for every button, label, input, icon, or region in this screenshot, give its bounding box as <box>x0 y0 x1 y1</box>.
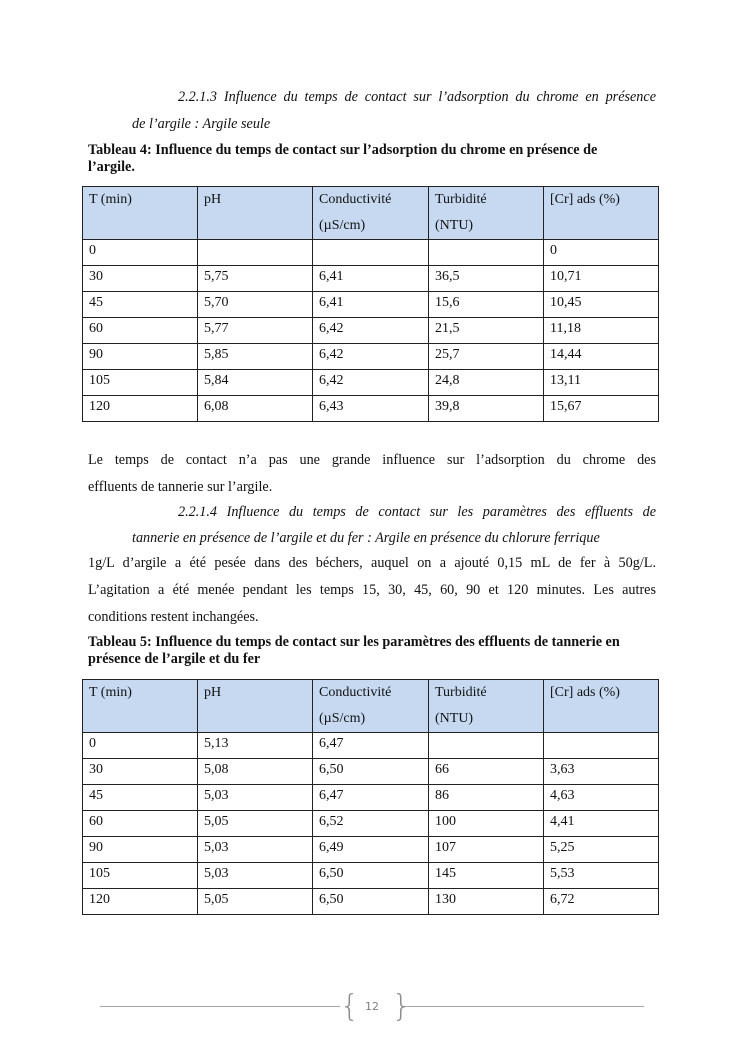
table-row <box>83 266 659 292</box>
table5-caption <box>88 634 656 668</box>
table5-header-conductivity-label: Conductivité <box>319 685 392 700</box>
table-cell: 0 <box>544 240 659 266</box>
table-cell: 6,47 <box>313 733 429 759</box>
table-row <box>83 785 659 811</box>
table4-header-turbidity <box>429 187 544 240</box>
table-cell: 5,03 <box>198 837 313 863</box>
table-cell: 4,41 <box>544 811 659 837</box>
table4 <box>82 186 659 422</box>
table5-header-row <box>83 680 659 733</box>
table-cell: 6,50 <box>313 759 429 785</box>
paragraph-line: 1g/L d’argile a été pesée dans des béchers, auquel on a ajouté 0,15 mL de fer à 50g/L. <box>88 555 656 571</box>
table-cell: 120 <box>83 396 198 422</box>
section-heading-2-2-1-4-line1: 2.2.1.4 Influence du temps de contact sur les paramètres des effluents de <box>178 504 656 520</box>
table5-header-ph: pH <box>198 680 313 733</box>
table4-header-time: T (min) <box>83 187 198 240</box>
table-cell: 6,50 <box>313 863 429 889</box>
table-cell: 13,11 <box>544 370 659 396</box>
table-cell: 21,5 <box>429 318 544 344</box>
table-cell: 15,67 <box>544 396 659 422</box>
section-heading-2-2-1-4-line2: tannerie en présence de l’argile et du fer : Argile en présence du chlorure ferrique <box>132 530 600 546</box>
table-cell: 107 <box>429 837 544 863</box>
table-row <box>83 240 659 266</box>
table-cell: 5,53 <box>544 863 659 889</box>
page-number: 12 <box>365 1000 379 1013</box>
table5-header-conductivity <box>313 680 429 733</box>
footer-rule-left <box>100 1006 340 1007</box>
table-row <box>83 837 659 863</box>
table-cell: 130 <box>429 889 544 915</box>
table-cell: 5,03 <box>198 785 313 811</box>
table-cell: 5,75 <box>198 266 313 292</box>
footer-rule-right <box>402 1006 644 1007</box>
table-cell: 86 <box>429 785 544 811</box>
table-cell: 66 <box>429 759 544 785</box>
paragraph-contact-time <box>88 447 656 501</box>
table-cell: 0 <box>83 733 198 759</box>
table4-header-conductivity-unit: (µS/cm) <box>319 218 366 233</box>
table-cell: 6,47 <box>313 785 429 811</box>
table-cell: 30 <box>83 266 198 292</box>
table-cell: 6,08 <box>198 396 313 422</box>
table4-header-ph: pH <box>198 187 313 240</box>
table-cell <box>544 733 659 759</box>
table-row <box>83 370 659 396</box>
table-cell: 100 <box>429 811 544 837</box>
table-cell <box>198 240 313 266</box>
table-cell: 0 <box>83 240 198 266</box>
table-cell: 105 <box>83 370 198 396</box>
table4-caption-line2: l’argile. <box>88 159 135 175</box>
table-cell <box>429 733 544 759</box>
table4-caption <box>88 142 656 176</box>
paragraph-line: effluents de tannerie sur l’argile. <box>88 479 273 495</box>
table-cell: 3,63 <box>544 759 659 785</box>
table-cell <box>429 240 544 266</box>
table-cell <box>313 240 429 266</box>
paragraph-method <box>88 550 656 631</box>
table-cell: 25,7 <box>429 344 544 370</box>
section-heading-2-2-1-3-line2: de l’argile : Argile seule <box>132 116 271 132</box>
table-cell: 6,72 <box>544 889 659 915</box>
table-cell: 39,8 <box>429 396 544 422</box>
table-cell: 6,41 <box>313 292 429 318</box>
table-cell: 6,42 <box>313 344 429 370</box>
table-cell: 24,8 <box>429 370 544 396</box>
paragraph-line: conditions restent inchangées. <box>88 609 259 625</box>
table4-header-turbidity-unit: (NTU) <box>435 218 474 233</box>
table4-header-row <box>83 187 659 240</box>
table5-header-turbidity-unit: (NTU) <box>435 711 474 726</box>
table-cell: 5,05 <box>198 889 313 915</box>
table4-header-conductivity-label: Conductivité <box>319 192 392 207</box>
table-row <box>83 733 659 759</box>
table-cell: 5,77 <box>198 318 313 344</box>
table-row <box>83 292 659 318</box>
table-cell: 45 <box>83 785 198 811</box>
section-heading-2-2-1-3-line1: 2.2.1.3 Influence du temps de contact sur l’adsorption du chrome en présence <box>178 89 656 105</box>
table5 <box>82 679 659 915</box>
table-cell: 5,84 <box>198 370 313 396</box>
table-cell: 105 <box>83 863 198 889</box>
table5-header-conductivity-unit: (µS/cm) <box>319 711 366 726</box>
paragraph-line: L’agitation a été menée pendant les temps 15, 30, 45, 60, 90 et 120 minutes. Les autres <box>88 582 656 598</box>
table-cell: 90 <box>83 344 198 370</box>
table-cell: 5,13 <box>198 733 313 759</box>
table-row <box>83 318 659 344</box>
table-cell: 60 <box>83 811 198 837</box>
table-cell: 145 <box>429 863 544 889</box>
table-cell: 5,08 <box>198 759 313 785</box>
table-cell: 60 <box>83 318 198 344</box>
table5-header-cr-ads: [Cr] ads (%) <box>544 680 659 733</box>
table-row <box>83 759 659 785</box>
table-cell: 10,71 <box>544 266 659 292</box>
footer-brace-right: } <box>392 989 412 1024</box>
table-cell: 6,52 <box>313 811 429 837</box>
table-cell: 5,85 <box>198 344 313 370</box>
table4-header-cr-ads: [Cr] ads (%) <box>544 187 659 240</box>
table5-caption-line2: présence de l’argile et du fer <box>88 651 261 667</box>
table-row <box>83 344 659 370</box>
table-cell: 36,5 <box>429 266 544 292</box>
table-cell: 6,43 <box>313 396 429 422</box>
footer-brace-left: { <box>340 989 360 1024</box>
table-cell: 45 <box>83 292 198 318</box>
paragraph-line: Le temps de contact n’a pas une grande influence sur l’adsorption du chrome des <box>88 452 656 468</box>
table-row <box>83 396 659 422</box>
table-cell: 5,03 <box>198 863 313 889</box>
table-cell: 90 <box>83 837 198 863</box>
table4-caption-line1: Tableau 4: Influence du temps de contact sur l’adsorption du chrome en présence de <box>88 142 598 158</box>
table-cell: 6,42 <box>313 370 429 396</box>
table-cell: 30 <box>83 759 198 785</box>
table5-header-turbidity <box>429 680 544 733</box>
table-cell: 5,05 <box>198 811 313 837</box>
table-cell: 6,42 <box>313 318 429 344</box>
table-cell: 15,6 <box>429 292 544 318</box>
table-cell: 6,49 <box>313 837 429 863</box>
table5-header-time: T (min) <box>83 680 198 733</box>
table-row <box>83 811 659 837</box>
table-cell: 5,25 <box>544 837 659 863</box>
table-row <box>83 889 659 915</box>
table-cell: 6,41 <box>313 266 429 292</box>
table-row <box>83 863 659 889</box>
table4-header-conductivity <box>313 187 429 240</box>
table-cell: 14,44 <box>544 344 659 370</box>
table-cell: 11,18 <box>544 318 659 344</box>
table-cell: 4,63 <box>544 785 659 811</box>
table-cell: 120 <box>83 889 198 915</box>
table5-caption-line1: Tableau 5: Influence du temps de contact sur les paramètres des effluents de tannerie en <box>88 634 620 650</box>
table-cell: 10,45 <box>544 292 659 318</box>
table-cell: 6,50 <box>313 889 429 915</box>
table4-header-turbidity-label: Turbidité <box>435 192 487 207</box>
table-cell: 5,70 <box>198 292 313 318</box>
table5-header-turbidity-label: Turbidité <box>435 685 487 700</box>
